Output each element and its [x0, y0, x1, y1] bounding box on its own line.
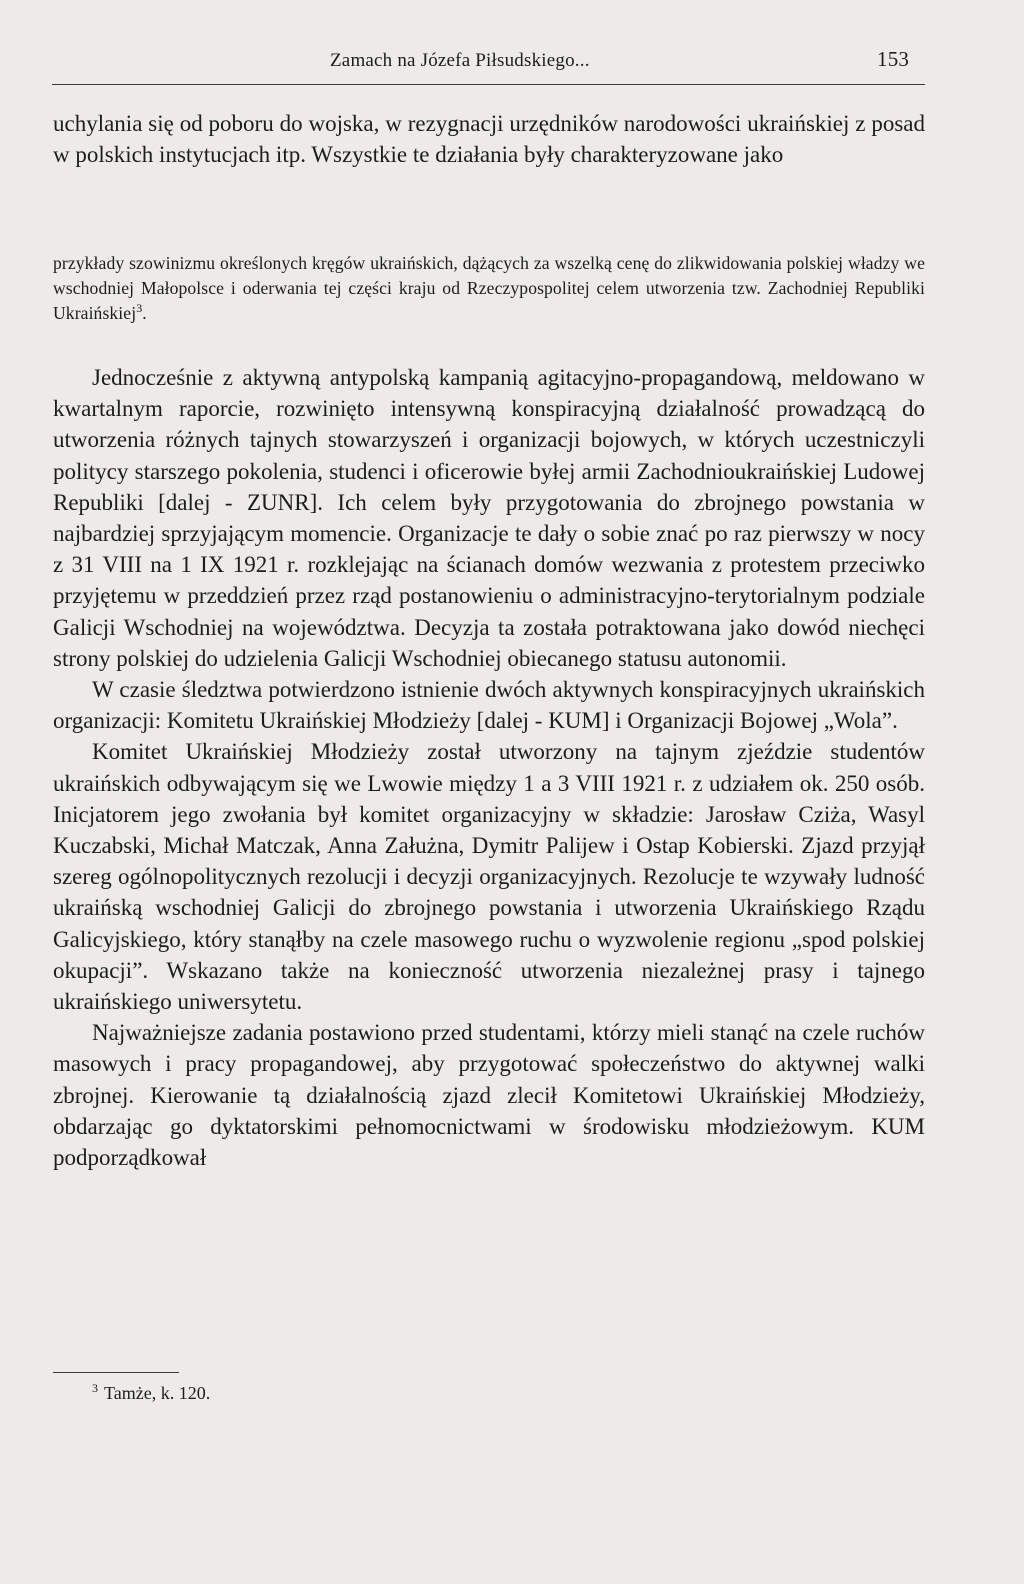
- running-title: Zamach na Józefa Piłsudskiego...: [330, 50, 590, 71]
- running-header: [330, 47, 930, 72]
- paragraph: Komitet Ukraińskiej Młodzieży został utworzony na tajnym zjeździe studentów ukraińskich odbywającym się we Lwowie między 1 a 3 VIII 1921 r. z udziałem ok. 250 osób. Inicjatorem jego zwołania był komitet organizacyjny w składzie: Jarosław Cziża, Wasyl Kuczabski, Michał Matczak, Anna Załużna, Dymitr Palijew i Ostap Kobierski. Zjazd przyjął szereg ogólnopolitycznych rezolucji i decyzji organizacyjnych. Rezolucje te wzywały ludność ukraińską wschodniej Galicji do zbrojnego powstania i utworzenia Ukraińskiego Rządu Galicyjskiego, który stanąłby na czele masowego ruchu o wyzwolenie regionu „spod polskiej okupacji”. Wskazano także na konieczność utworzenia niezależnej prasy i tajnego ukraińskiego uniwersytetu.: [53, 739, 925, 1015]
- paragraph: W czasie śledztwa potwierdzono istnienie dwóch aktywnych konspiracyjnych ukraińskich organizacji: Komitetu Ukraińskiej Młodzieży [dalej - KUM] i Organizacji Bojowej „Wola”.: [53, 677, 925, 734]
- paragraph: Jednocześnie z aktywną antypolską kampanią agitacyjno-propagandową, meldowano w kwartalnym raporcie, rozwinięto intensywną konspiracyjną działalność prowadzącą do utworzenia różnych tajnych stowarzyszeń i organizacji bojowych, w których uczestniczyli politycy starszego pokolenia, studenci i oficerowie byłej armii Zachodnioukraińskiej Ludowej Republiki [dalej - ZUNR]. Ich celem były przygotowania do zbrojnego powstania w najbardziej sprzyjającym momencie. Organizacje te dały o sobie znać po raz pierwszy w nocy z 31 VIII na 1 IX 1921 r. rozklejając na ścianach domów wezwania z protestem przeciwko przyjętemu w przeddzień przez rząd postanowieniu o administracyjno-terytorialnym podziale Galicji Wschodniej na województwa. Decyzja ta została potraktowana jako dowód niechęci strony polskiej do udzielenia Galicji Wschodniej obiecanego statusu autonomii.: [53, 365, 925, 671]
- header-rule: [52, 84, 925, 85]
- quote-text: przykłady szowinizmu określonych kręgów ukraińskich, dążących za wszelką cenę do zlikwidowania polskiej władzy we wschodniej Małopolsce i oderwania tej części kraju od Rzeczypospolitej celem utworzenia tzw. Zachodniej Republiki Ukraińskiej: [53, 253, 925, 323]
- paragraph: Najważniejsze zadania postawiono przed studentami, którzy mieli stanąć na czele ruchów masowych i pracy propagandowej, aby przygotować społeczeństwo do aktywnej walki zbrojnej. Kierowanie tą działalnością zjazd zlecił Komitetowi Ukraińskiej Młodzieży, obdarzając go dyktatorskimi pełnomocnictwami w środowisku młodzieżowym. KUM podporządkował: [53, 1020, 925, 1171]
- intro-block: [53, 108, 925, 170]
- footnote-ref: 3: [136, 301, 143, 316]
- footnote-rule: [53, 1372, 179, 1373]
- footnote-number: 3: [92, 1381, 98, 1395]
- footnote-text: Tamże, k. 120.: [104, 1383, 211, 1403]
- block-quote: [53, 251, 925, 326]
- page-number: 153: [877, 47, 910, 71]
- intro-paragraph: uchylania się od poboru do wojska, w rezygnacji urzędników narodowości ukraińskiej z posad w polskich instytucjach itp. Wszystkie te działania były charakteryzowane jako: [53, 111, 925, 168]
- footnote: [92, 1381, 210, 1404]
- quote-end: .: [142, 303, 147, 323]
- main-text: [53, 362, 925, 1173]
